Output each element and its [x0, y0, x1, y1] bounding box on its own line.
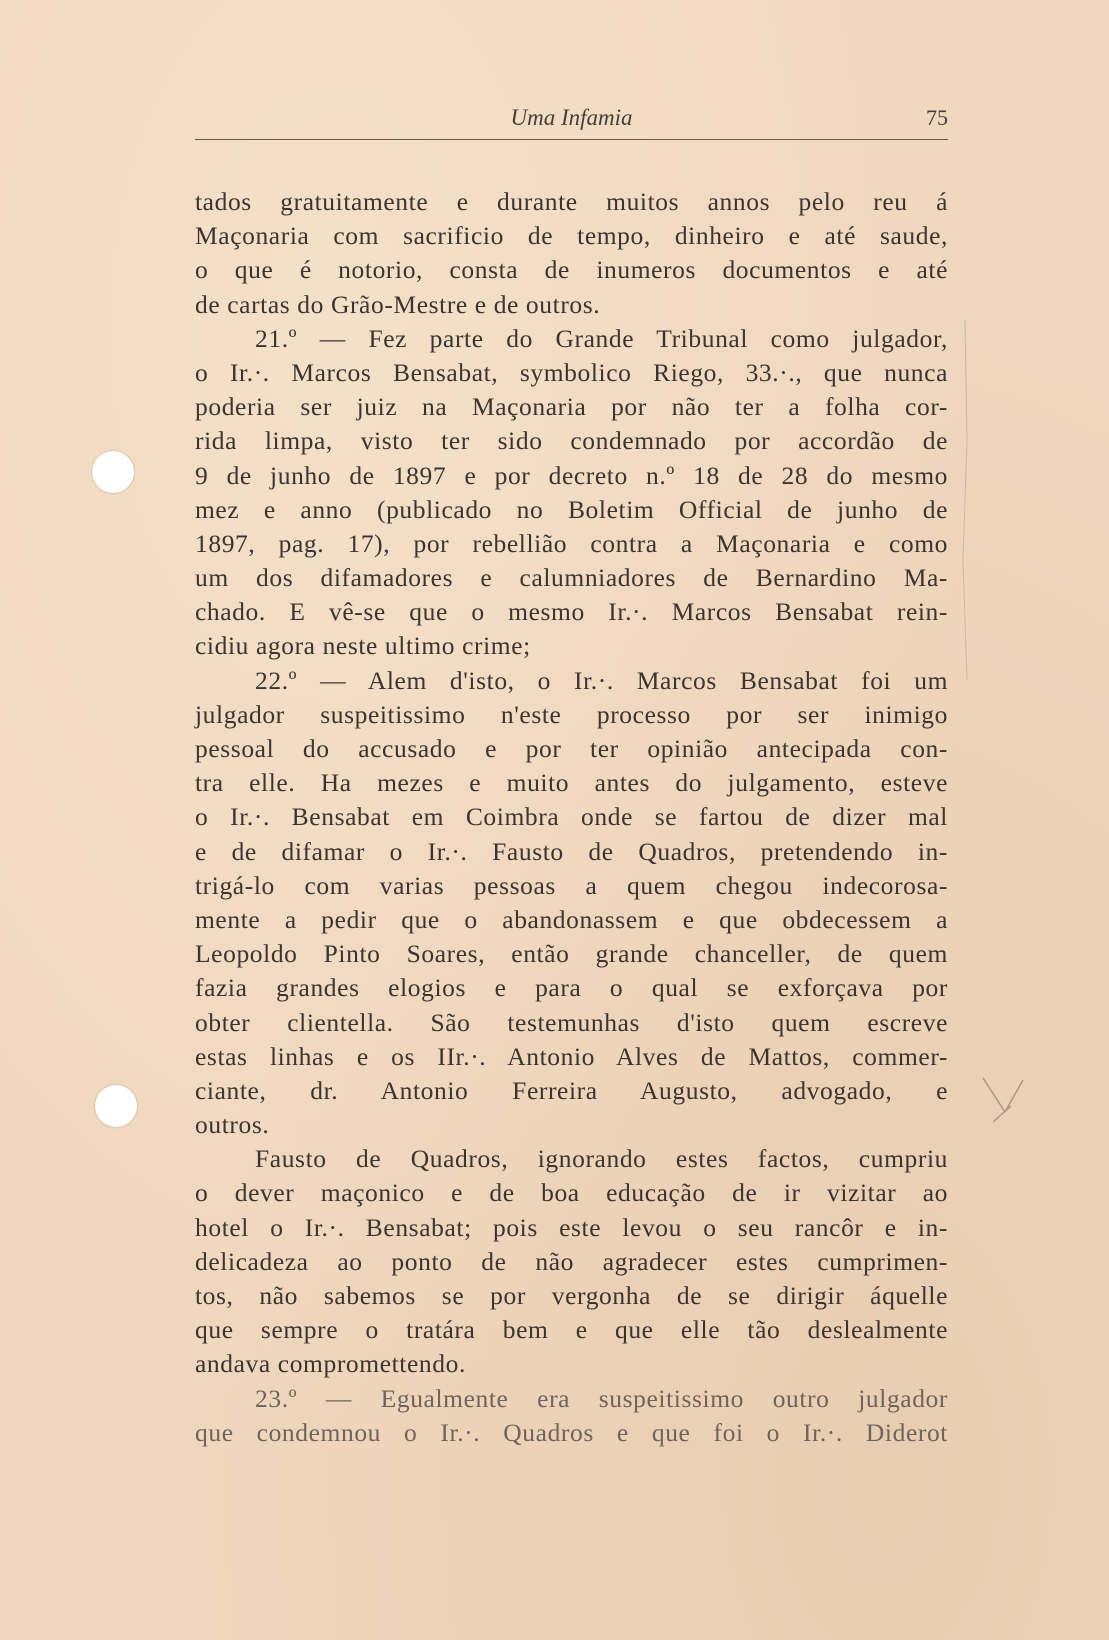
text-line: o Ir.·. Bensabat em Coimbra onde se fartou de dizer mal: [195, 802, 948, 832]
paragraph-22-start: 22.º — Alem d'isto, o Ir.·. Marcos Bensabat foi um: [255, 665, 948, 695]
paragraph-fausto-start: Fausto de Quadros, ignorando estes factos, cumpriu: [255, 1144, 948, 1174]
margin-line-icon: [955, 320, 975, 680]
text-line: hotel o Ir.·. Bensabat; pois este levou o seu rancôr e in-: [195, 1212, 948, 1242]
text-line: o que é notorio, consta de inumeros documentos e até: [195, 255, 948, 285]
text-line: de cartas do Grão-Mestre e de outros.: [195, 289, 601, 319]
text-line: tados gratuitamente e durante muitos annos pelo reu á: [195, 187, 948, 216]
text-line: um dos difamadores e calumniadores de Bernardino Ma-: [195, 563, 948, 593]
page-number: 75: [926, 105, 948, 130]
punch-hole: [95, 1085, 137, 1127]
running-title: Uma Infamia: [510, 105, 633, 130]
text-line: cidiu agora neste ultimo crime;: [195, 631, 531, 661]
pencil-mark-icon: [975, 1070, 1035, 1130]
text-line: o dever maçonico e de boa educação de ir vizitar ao: [195, 1178, 948, 1208]
punch-hole: [92, 451, 134, 493]
text-line: rida limpa, visto ter sido condemnado por accordão de: [195, 426, 948, 456]
text-line: Maçonaria com sacrificio de tempo, dinheiro e até saude,: [195, 221, 948, 251]
paragraph-23-start: 23.º — Egualmente era suspeitissimo outro julgador: [255, 1383, 948, 1413]
text-line: tos, não sabemos se por vergonha de se dirigir áquelle: [195, 1281, 948, 1310]
text-line: ciante, dr. Antonio Ferreira Augusto, advogado, e: [195, 1075, 948, 1105]
text-line: 1897, pag. 17), por rebellião contra a Maçonaria e como: [195, 528, 948, 558]
text-line: Leopoldo Pinto Soares, então grande chanceller, de quem: [195, 939, 948, 969]
text-line: que sempre o tratára bem e que elle tão deslealmente: [195, 1315, 948, 1345]
text-line: trigá-lo com varias pessoas a quem chegou indecorosa-: [195, 870, 948, 900]
text-line: mente a pedir que o abandonassem e que obdecessem a: [195, 904, 948, 934]
text-line: tra elle. Ha mezes e muito antes do julgamento, esteve: [195, 768, 948, 798]
text-line: poderia ser juiz na Maçonaria por não ter a folha cor-: [195, 392, 948, 422]
text-line: o Ir.·. Marcos Bensabat, symbolico Riego, 33.·., que nunca: [195, 357, 948, 387]
text-line: e de difamar o Ir.·. Fausto de Quadros, pretendendo in-: [195, 836, 948, 866]
text-line: julgador suspeitissimo n'este processo por ser inimigo: [195, 699, 948, 729]
text-line: mez e anno (publicado no Boletim Official de junho de: [195, 494, 948, 524]
body-text: [195, 185, 948, 1450]
text-line: 9 de junho de 1897 e por decreto n.º 18 de 28 do mesmo: [195, 460, 948, 490]
text-line: que condemnou o Ir.·. Quadros e que foi o Ir.·. Diderot: [195, 1417, 948, 1447]
paragraph-21-start: 21.º — Fez parte do Grande Tribunal como julgador,: [255, 323, 948, 353]
text-line: estas linhas e os IIr.·. Antonio Alves de Mattos, commer-: [195, 1041, 948, 1071]
text-line: delicadeza ao ponto de não agradecer estes cumprimen-: [195, 1246, 948, 1276]
text-line: fazia grandes elogios e para o qual se exforçava por: [195, 973, 948, 1003]
text-line: obter clientella. São testemunhas d'isto quem escreve: [195, 1007, 948, 1037]
text-line: andava compromettendo.: [195, 1349, 466, 1379]
text-line: outros.: [195, 1110, 270, 1140]
text-line: pessoal do accusado e por ter opinião antecipada con-: [195, 734, 948, 763]
text-line: chado. E vê-se que o mesmo Ir.·. Marcos Bensabat rein-: [195, 597, 948, 627]
page-header: [195, 103, 948, 140]
